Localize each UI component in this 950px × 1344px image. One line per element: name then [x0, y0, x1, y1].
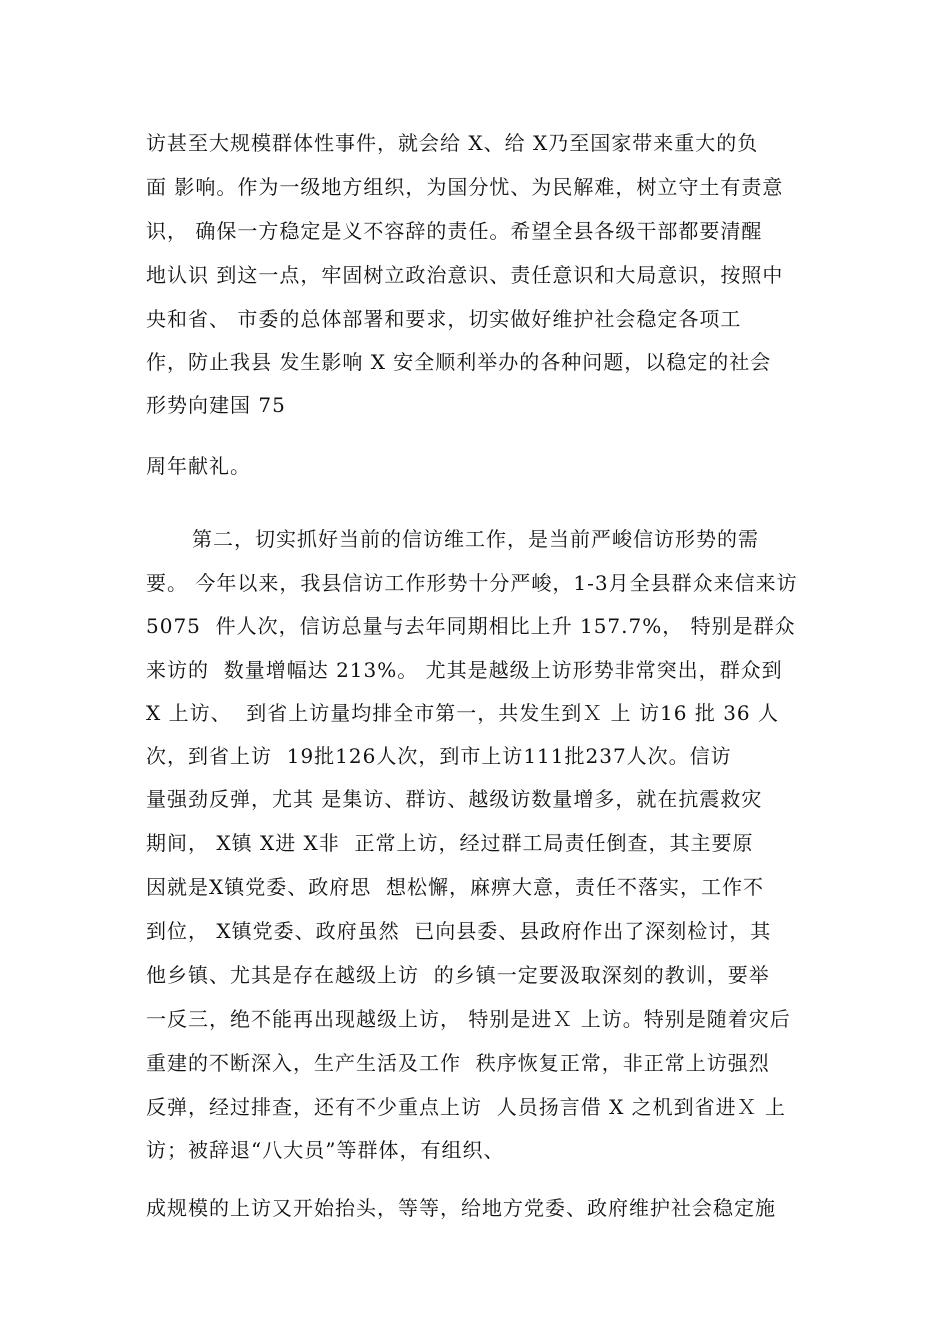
text-line: X 上访、 到省上访量均排全市第一，共发生到Ｘ 上 访16 批 36 人	[146, 701, 779, 725]
text-line: 形势向建国 75	[146, 393, 286, 417]
text-line: 5075 件人次，信访总量与去年同期相比上升 157.7%， 特别是群众	[146, 614, 796, 638]
text-line: 央和省、 市委的总体部署和要求，切实做好维护社会稳定各项工	[146, 307, 742, 331]
text-line: 面 影响。作为一级地方组织，为国分忧、为民解难，树立守土有责意	[146, 175, 784, 199]
paragraph-first-line: 第二，切实抓好当前的信访维工作，是当前严峻信访形势的需	[192, 527, 759, 551]
text-line: 访甚至大规模群体性事件，就会给 X、给 X乃至国家带来重大的负	[146, 131, 759, 155]
text-line: 因就是X镇党委、政府思 想松懈，麻痹大意，责任不落实，工作不	[146, 875, 764, 899]
text-line: 到位， X镇党委、政府虽然 已向县委、县政府作出了深刻检讨，其	[146, 919, 772, 943]
text-line: 重建的不断深入，生产生活及工作 秩序恢复正常，非正常上访强烈	[146, 1051, 770, 1075]
text-line: 反弹，经过排查，还有不少重点上访 人员扬言借 X 之机到省进Ｘ 上	[146, 1095, 787, 1119]
text-line: 次，到省上访 19批126人次，到市上访111批237人次。信访	[146, 744, 732, 768]
text-line: 作，防止我县 发生影响 X 安全顺利举办的各种问题，以稳定的社会	[146, 350, 772, 374]
text-line: 他乡镇、尤其是存在越级上访 的乡镇一定要汲取深刻的教训，要举	[146, 963, 770, 987]
text-line: 来访的 数量增幅达 213%。 尤其是越级上访形势非常突出，群众到	[146, 658, 783, 682]
text-line: 成规模的上访又开始抬头，等等，给地方党委、政府维护社会稳定施	[146, 1196, 776, 1220]
text-line: 地认识 到这一点，牢固树立政治意识、责任意识和大局意识，按照中	[146, 263, 784, 287]
text-line: 访；被辞退“八大员”等群体，有组织、	[146, 1138, 505, 1162]
text-line: 识， 确保一方稳定是义不容辞的责任。希望全县各级干部都要清醒	[146, 219, 763, 243]
text-line: 周年献礼。	[146, 454, 251, 478]
text-line: 一反三，绝不能再出现越级上访， 特别是进Ｘ 上访。特别是随着灾后	[146, 1007, 791, 1031]
text-line: 期间， X镇 X进 X非 正常上访，经过群工局责任倒查，其主要原	[146, 831, 754, 855]
text-line: 量强劲反弹，尤其 是集访、群访、越级访数量增多，就在抗震救灾	[146, 787, 763, 811]
text-line: 要。 今年以来，我县信访工作形势十分严峻，1-3月全县群众来信来访	[146, 571, 798, 595]
